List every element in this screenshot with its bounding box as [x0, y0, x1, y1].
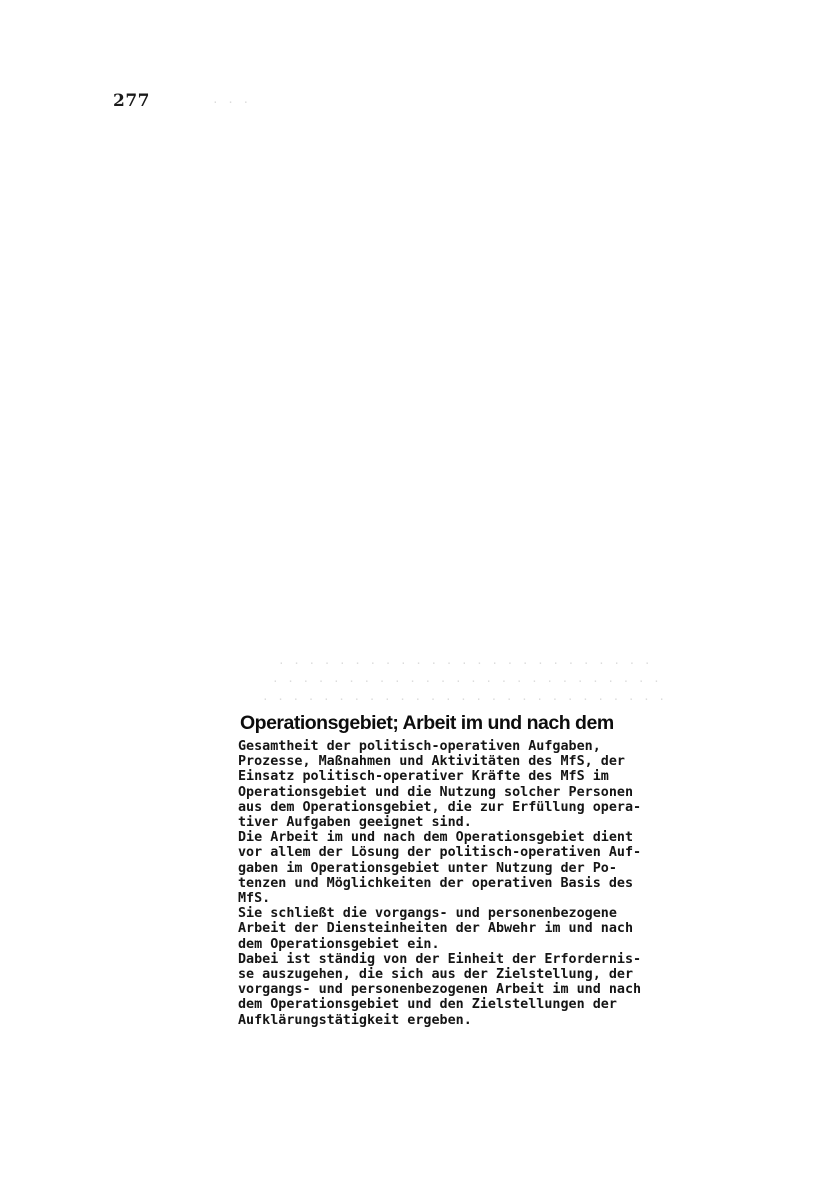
- bleed-through-smudge-top: · · ·: [212, 96, 251, 109]
- entry-body: [238, 739, 752, 1028]
- body-line: dem Operationsgebiet ein.: [238, 936, 440, 952]
- bleed-through-smudge-middle-3: · · · · · · · · · · · · · · · · · · · · · · · · · · ·: [262, 693, 666, 706]
- body-line: Operationsgebiet und die Nutzung solcher Personen: [238, 784, 634, 800]
- entry-heading: Operationsgebiet; Arbeit im und nach dem: [240, 712, 614, 734]
- body-line: MfS.: [238, 891, 271, 907]
- body-line: Gesamtheit der politisch-operativen Aufgaben,: [238, 739, 601, 754]
- body-line: Prozesse, Maßnahmen und Aktivitäten des MfS, der: [238, 754, 625, 770]
- body-line: Einsatz politisch-operativer Kräfte des MfS im: [238, 769, 609, 785]
- body-line: gaben im Operationsgebiet unter Nutzung der Po-: [238, 860, 617, 876]
- body-line: Sie schließt die vorgangs- und personenbezogene: [238, 906, 617, 922]
- body-line: tenzen und Möglichkeiten der operativen Basis des: [238, 875, 634, 891]
- body-line: Die Arbeit im und nach dem Operationsgebiet dient: [238, 830, 634, 846]
- body-line: Aufklärungstätigkeit ergeben.: [238, 1012, 472, 1028]
- bleed-through-smudge-middle-2: · · · · · · · · · · · · · · · · · · · · · · · · · ·: [272, 675, 661, 688]
- glossary-entry: [232, 711, 752, 1028]
- body-line: vorgangs- und personenbezogenen Arbeit im und nach: [238, 982, 642, 998]
- body-line: tiver Aufgaben geeignet sind.: [238, 815, 472, 831]
- body-line: Dabei ist ständig von der Einheit der Erfordernis-: [238, 951, 642, 967]
- body-line: aus dem Operationsgebiet, die zur Erfüllung opera-: [238, 799, 642, 815]
- body-line: dem Operationsgebiet und den Zielstellungen der: [238, 997, 617, 1013]
- body-line: vor allem der Lösung der politisch-operativen Auf-: [238, 845, 642, 861]
- page-number: 277: [113, 91, 150, 111]
- bleed-through-smudge-middle-1: · · · · · · · · · · · · · · · · · · · · · · · · ·: [278, 657, 652, 670]
- body-line: se auszugehen, die sich aus der Zielstellung, der: [238, 967, 634, 983]
- body-line: Arbeit der Diensteinheiten der Abwehr im und nach: [238, 921, 634, 937]
